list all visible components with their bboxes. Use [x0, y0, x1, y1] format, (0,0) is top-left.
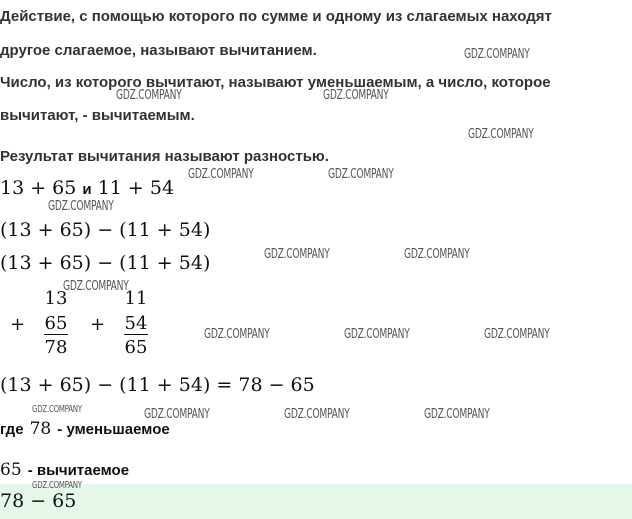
- col2-underline: [124, 334, 148, 335]
- watermark: GDZ.COMPANY: [144, 407, 210, 422]
- watermark: GDZ.COMPANY: [344, 327, 410, 342]
- watermark: GDZ.COMPANY: [32, 480, 82, 491]
- watermark: GDZ.COMPANY: [424, 407, 490, 422]
- answer-highlight: [0, 484, 632, 519]
- subtrahend-label: - вычитаемое: [27, 462, 130, 479]
- watermark: GDZ.COMPANY: [63, 279, 129, 294]
- watermark: GDZ.COMPANY: [188, 167, 254, 182]
- paragraph-3: Результат вычитания называют разностью.: [0, 148, 329, 165]
- col1-result: 78: [44, 337, 68, 358]
- sums-line: [0, 177, 174, 199]
- minuend-label: - уменьшаемое: [57, 421, 170, 438]
- where-word: где: [0, 421, 24, 438]
- subtrahend-line: [0, 458, 129, 480]
- subtrahend-value: 65: [0, 460, 22, 480]
- paragraph-2-line-1: Число, из которого вычитают, называют уменьшаемым, а число, которое: [0, 74, 551, 91]
- col2-plus: +: [90, 314, 106, 335]
- watermark: GDZ.COMPANY: [284, 407, 350, 422]
- sum-join-word: и: [82, 181, 92, 198]
- sum-right: 11 + 54: [97, 177, 175, 199]
- paragraph-1-line-2: другое слагаемое, называют вычитанием.: [0, 42, 317, 59]
- watermark: GDZ.COMPANY: [484, 327, 550, 342]
- watermark: GDZ.COMPANY: [32, 404, 82, 415]
- minuend-value: 78: [29, 419, 52, 439]
- paragraph-2-line-2: вычитают, - вычитаемым.: [0, 107, 195, 124]
- answer: 78 − 65: [0, 490, 77, 512]
- paragraph-1-line-1: Действие, с помощью которого по сумме и одному из слагаемых находят: [0, 8, 552, 25]
- watermark: GDZ.COMPANY: [328, 167, 394, 182]
- col2-top: 11: [124, 288, 148, 309]
- watermark: GDZ.COMPANY: [204, 327, 270, 342]
- sum-left: 13 + 65: [0, 177, 77, 199]
- watermark: GDZ.COMPANY: [323, 88, 389, 103]
- watermark: GDZ.COMPANY: [404, 247, 470, 262]
- col1-underline: [44, 334, 68, 335]
- expression-2: (13 + 65) − (11 + 54): [0, 252, 211, 274]
- col1-top: 13: [44, 288, 68, 309]
- equation: (13 + 65) − (11 + 54) = 78 − 65: [0, 374, 315, 396]
- col2-result: 65: [124, 337, 148, 358]
- col1-plus: +: [10, 314, 26, 335]
- col1-bottom: 65: [44, 313, 68, 334]
- watermark: GDZ.COMPANY: [48, 199, 114, 214]
- expression-1: (13 + 65) − (11 + 54): [0, 219, 211, 241]
- watermark: GDZ.COMPANY: [116, 88, 182, 103]
- watermark: GDZ.COMPANY: [264, 247, 330, 262]
- watermark: GDZ.COMPANY: [464, 47, 530, 62]
- watermark: GDZ.COMPANY: [468, 127, 534, 142]
- col2-bottom: 54: [124, 313, 148, 334]
